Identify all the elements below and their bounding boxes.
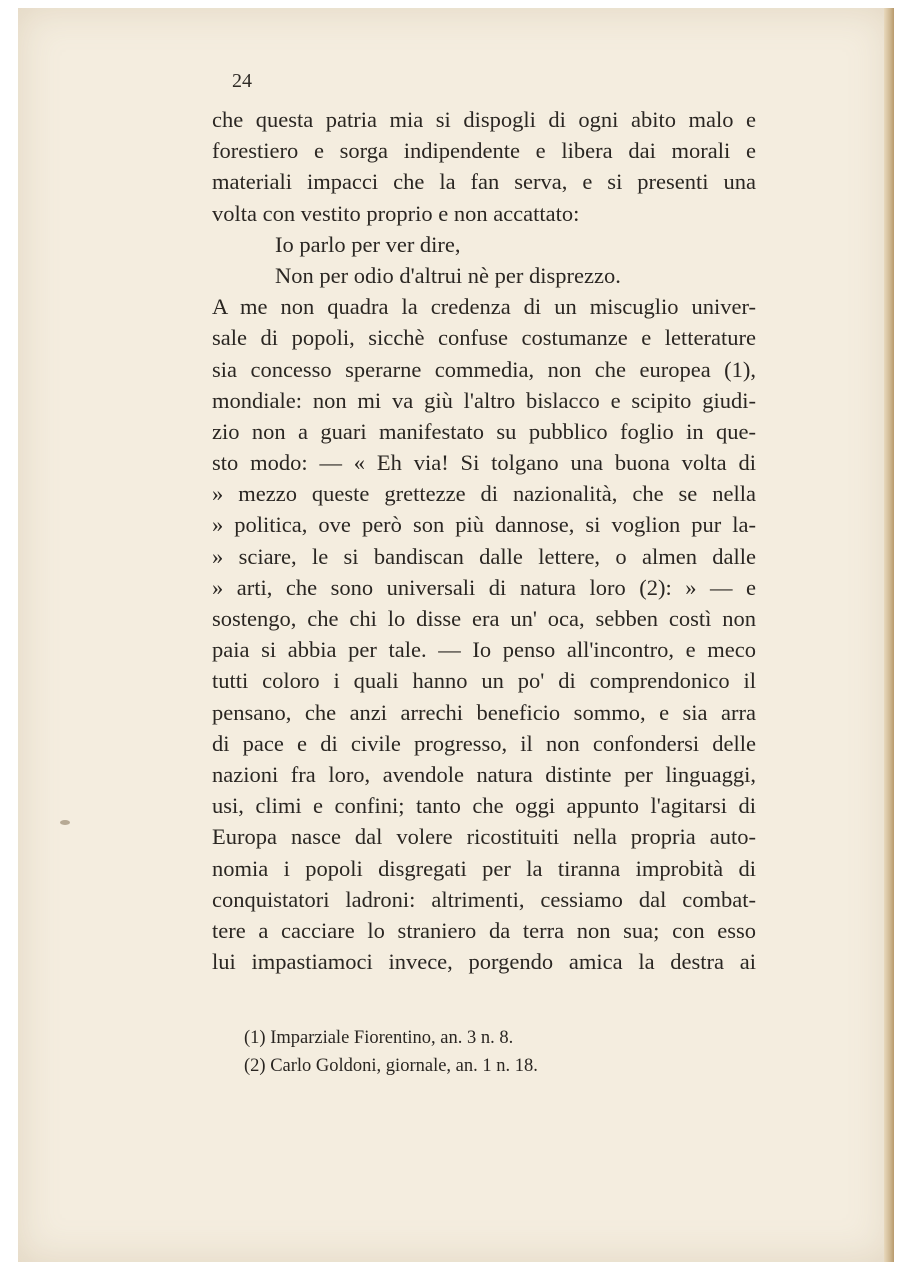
text-line: che questa patria mia si dispogli di ogni abito malo e [212,107,756,132]
text-line: sale di popoli, sicchè confuse costumanze e letterature [212,325,756,351]
text-line: » mezzo queste grettezze di nazionalità, che se nella [212,481,756,507]
text-line: volta con vestito proprio e non accattato: [212,200,580,226]
text-line: sia concesso sperarne commedia, non che europea (1), [212,356,756,382]
text-line: conquistatori ladroni: altrimenti, cessiamo dal combat- [212,886,756,912]
page-edge [884,8,894,1262]
footnote-2: (2) Carlo Goldoni, giornale, an. 1 n. 18. [244,1056,538,1076]
text-line: tere a cacciare lo straniero da terra non sua; con esso [212,917,756,943]
text-line: lui impastiamoci invece, porgendo amica la destra ai [212,949,756,975]
footnotes [244,1024,538,1080]
text-line: tutti coloro i quali hanno un po' di comprendonico il [212,668,756,694]
text-line: mondiale: non mi va giù l'altro bislacco e scipito giudi- [212,387,756,413]
ink-spot [60,820,70,825]
verse-line: Non per odio d'altrui nè per disprezzo. [275,262,621,288]
text-line: materiali impacci che la fan serva, e si presenti una [212,169,756,195]
text-line: » sciare, le si bandiscan dalle lettere, o almen dalle [212,543,756,569]
text-line: forestiero e sorga indipendente e libera dai morali e [212,138,756,164]
footnote-1: (1) Imparziale Fiorentino, an. 3 n. 8. [244,1028,514,1048]
text-line: pensano, che anzi arrechi beneficio sommo, e sia arra [212,699,756,725]
text-line: zio non a guari manifestato su pubblico foglio in que- [212,418,756,444]
text-line: sostengo, che chi lo disse era un' oca, sebben costì non [212,606,756,631]
text-line: » arti, che sono universali di natura loro (2): » — e [212,574,756,600]
text-line: A me non quadra la credenza di un miscuglio univer- [212,294,756,320]
text-line: » politica, ove però son più dannose, si voglion pur la- [212,512,756,538]
text-line: paia si abbia per tale. — Io penso all'incontro, e meco [212,637,756,663]
text-line: sto modo: — « Eh via! Si tolgano una buona volta di [212,450,756,476]
page-number: 24 [232,70,252,92]
text-line: nomia i popoli disgregati per la tiranna improbità di [212,855,756,881]
text-line: Europa nasce dal volere ricostituiti nella propria auto- [212,824,756,850]
verse-line: Io parlo per ver dire, [275,231,461,257]
body-text [212,104,756,977]
text-line: di pace e di civile progresso, il non confondersi delle [212,730,756,756]
text-line: usi, climi e confini; tanto che oggi appunto l'agitarsi di [212,793,756,819]
text-line: nazioni fra loro, avendole natura distinte per linguaggi, [212,761,756,787]
